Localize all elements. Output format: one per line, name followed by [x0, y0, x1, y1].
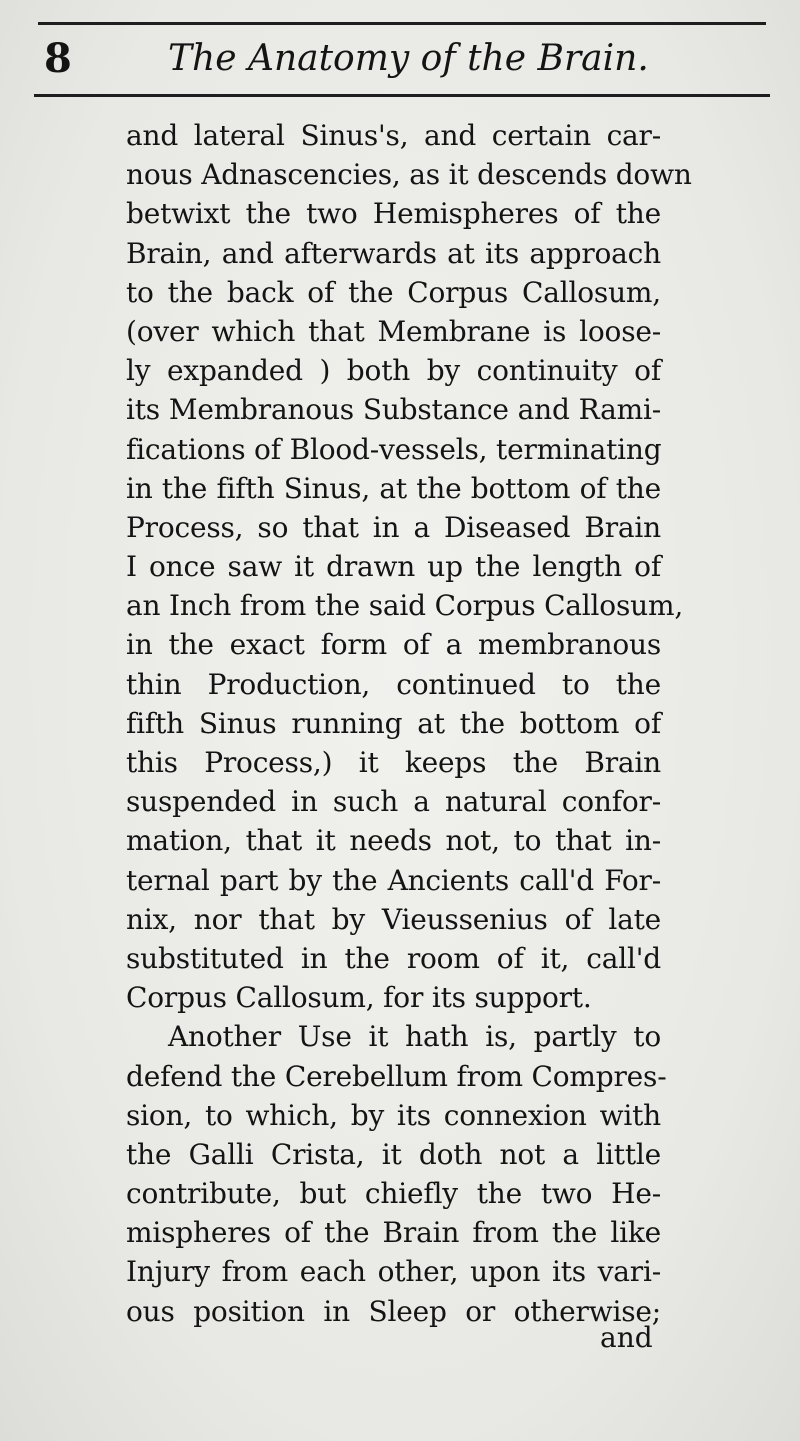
text-line: contribute, but chiefly the two He- — [126, 1177, 661, 1211]
text-line: thin Production, continued to the — [126, 667, 661, 701]
text-line: Brain, and afterwards at its approach — [126, 236, 661, 270]
text-line: ly expanded ) both by continuity of — [126, 354, 661, 388]
header-rule — [34, 94, 770, 97]
page-header — [40, 34, 740, 84]
text-line: and lateral Sinus's, and certain car- — [126, 119, 661, 152]
text-line: (over which that Membrane is loose- — [126, 314, 661, 348]
text-line: Corpus Callosum, for its support. — [126, 981, 592, 1015]
text-line: ous position in Sleep or otherwise; — [126, 1294, 661, 1328]
text-line: nous Adnascencies, as it descends down — [126, 158, 692, 192]
text-line: Injury from each other, upon its vari- — [126, 1255, 661, 1289]
text-line: the Galli Crista, it doth not a little — [126, 1137, 661, 1171]
text-line: an Inch from the said Corpus Callosum, — [126, 589, 684, 623]
running-title: The Anatomy of the Brain. — [168, 38, 649, 79]
text-line: this Process,) it keeps the Brain — [126, 746, 661, 779]
text-line: I once saw it drawn up the length of — [126, 550, 661, 584]
text-line: betwixt the two Hemispheres of the — [126, 197, 661, 231]
page-number: 8 — [44, 35, 72, 82]
text-line: nix, nor that by Vieussenius of late — [126, 902, 661, 936]
text-line: mispheres of the Brain from the like — [126, 1216, 661, 1250]
text-line: mation, that it needs not, to that in- — [126, 824, 661, 858]
text-line: in the fifth Sinus, at the bottom of the — [126, 471, 661, 505]
paragraph-start-line: Another Use it hath is, partly to — [168, 1020, 661, 1054]
text-line: to the back of the Corpus Callosum, — [126, 275, 661, 309]
text-line: its Membranous Substance and Rami- — [126, 393, 661, 427]
top-rule — [38, 22, 766, 25]
catchword: and — [600, 1321, 653, 1354]
text-line: in the exact form of a membranous — [126, 628, 661, 662]
body-text — [126, 116, 692, 1331]
text-line: Process, so that in a Diseased Brain — [126, 510, 661, 544]
text-line: substituted in the room of it, call'd — [126, 941, 661, 975]
text-line: fifth Sinus running at the bottom of — [126, 706, 661, 740]
text-line: ternal part by the Ancients call'd For- — [126, 863, 661, 897]
text-line: sion, to which, by its connexion with — [126, 1098, 661, 1132]
text-line: defend the Cerebellum from Compres- — [126, 1059, 667, 1093]
text-line: fications of Blood-vessels, terminating — [126, 432, 662, 466]
text-line: suspended in such a natural confor- — [126, 785, 661, 819]
